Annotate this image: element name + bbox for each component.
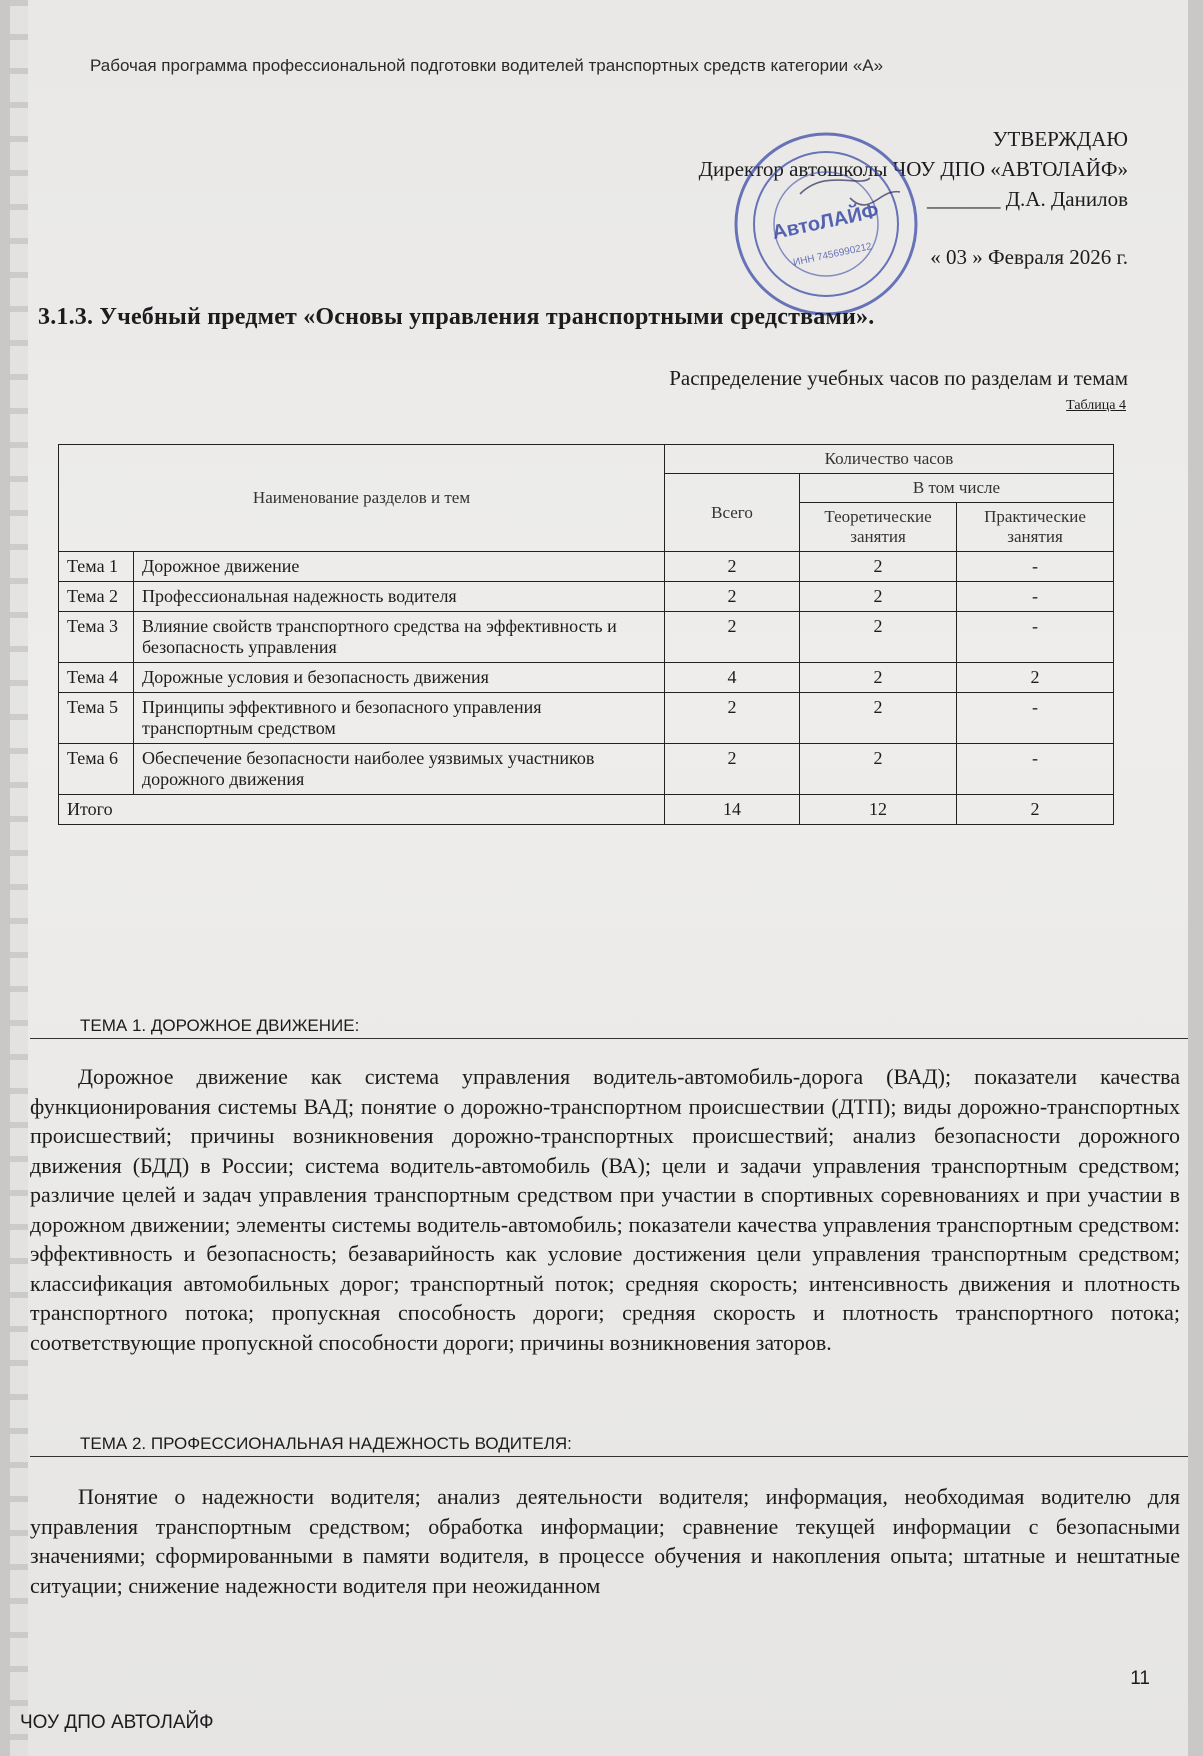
- page-number: 11: [1130, 1668, 1150, 1689]
- total-row: [59, 795, 1114, 825]
- row-name: Принципы эффективного и безопасного управления транспортным средством: [134, 693, 665, 744]
- row-theory: 2: [800, 744, 957, 795]
- header-theory: Теоретические занятия: [800, 503, 957, 552]
- row-theme: Тема 1: [59, 552, 134, 582]
- row-theme: Тема 6: [59, 744, 134, 795]
- total-hours: 14: [665, 795, 800, 825]
- row-total: 2: [665, 582, 800, 612]
- document-page: [10, 0, 1188, 1756]
- row-theory: 2: [800, 552, 957, 582]
- distribution-caption: Распределение учебных часов по разделам и темам: [669, 366, 1128, 390]
- total-label: Итого: [59, 795, 665, 825]
- table-row: [59, 612, 1114, 663]
- row-total: 4: [665, 663, 800, 693]
- program-header: Рабочая программа профессиональной подготовки водителей транспортных средств категории «А»: [90, 56, 884, 75]
- header-qty: Количество часов: [665, 445, 1114, 474]
- header-total: Всего: [665, 474, 800, 552]
- table-row: [59, 552, 1114, 582]
- header-practice: Практические занятия: [957, 503, 1114, 552]
- row-theme: Тема 3: [59, 612, 134, 663]
- row-total: 2: [665, 612, 800, 663]
- hours-table: [58, 444, 1114, 825]
- approval-position: Директор автошколы ЧОУ ДПО «АВТОЛАЙФ»: [698, 157, 1128, 181]
- approval-title: УТВЕРЖДАЮ: [992, 127, 1128, 151]
- table-row: [59, 582, 1114, 612]
- table-number: Таблица 4: [1066, 398, 1126, 413]
- seal-inn: ИНН 7456990212: [792, 241, 873, 269]
- row-name: Дорожные условия и безопасность движения: [134, 663, 665, 693]
- row-theory: 2: [800, 663, 957, 693]
- row-practice: -: [957, 744, 1114, 795]
- row-theme: Тема 2: [59, 582, 134, 612]
- spiral-binding: [10, 0, 28, 1756]
- row-theory: 2: [800, 693, 957, 744]
- topic-2-text: Понятие о надежности водителя; анализ деятельности водителя; информация, необходимая водителю для управления транспортным средством; обработка информации; сравнение текущей информации с безопасными значениями; сформированными в памяти водителя, в процессе обучения и накопления опыта; штатные и нештатные ситуации; снижение надежности водителя при неожиданном: [30, 1484, 1180, 1598]
- row-name: Влияние свойств транспортного средства на эффективность и безопасность управления: [134, 612, 665, 663]
- section-title: 3.1.3. Учебный предмет «Основы управления транспортными средствами».: [38, 304, 875, 330]
- school-seal: [730, 128, 922, 320]
- seal-name: АвтоЛАЙФ: [770, 200, 881, 245]
- table-row: [59, 663, 1114, 693]
- total-practice: 2: [957, 795, 1114, 825]
- row-name: Дорожное движение: [134, 552, 665, 582]
- row-practice: 2: [957, 663, 1114, 693]
- header-name: Наименование разделов и тем: [59, 445, 665, 552]
- row-total: 2: [665, 552, 800, 582]
- row-theory: 2: [800, 612, 957, 663]
- row-practice: -: [957, 612, 1114, 663]
- approval-date: « 03 » Февраля 2026 г.: [930, 245, 1128, 269]
- table-body: [59, 552, 1114, 795]
- total-theory: 12: [800, 795, 957, 825]
- row-total: 2: [665, 693, 800, 744]
- row-theme: Тема 5: [59, 693, 134, 744]
- row-name: Профессиональная надежность водителя: [134, 582, 665, 612]
- row-total: 2: [665, 744, 800, 795]
- table-row: [59, 693, 1114, 744]
- row-practice: -: [957, 582, 1114, 612]
- row-theory: 2: [800, 582, 957, 612]
- row-practice: -: [957, 693, 1114, 744]
- approval-signer: _______ Д.А. Данилов: [926, 187, 1128, 211]
- footer-org: ЧОУ ДПО АВТОЛАЙФ: [20, 1712, 214, 1733]
- table-row: [59, 744, 1114, 795]
- row-name: Обеспечение безопасности наиболее уязвимых участников дорожного движения: [134, 744, 665, 795]
- topic-1-text: Дорожное движение как система управления водитель-автомобиль-дорога (ВАД); показатели качества функционирования системы ВАД; понятие о дорожно-транспортном происшествии (ДТП); виды дорожно-транспортных происшествий; причины возникновения дорожно-транспортных происшествий; анализ безопасности дорожного движения (БДД) в России; система водитель-автомобиль (ВА); цели и задачи управления транспортным средством; различие целей и задач управления транспортным средством при участии в спортивных соревнованиях и при участии в дорожном движении; элементы системы водитель-автомобиль; показатели качества управления транспортным средством: эффективность и безопасность; безаварийность как условие достижения цели управления транспортным средством; классификация автомобильных дорог; транспортный поток; средняя скорость; интенсивность движения и плотность транспортного потока; пропускная способность дороги; средняя скорость и плотность транспортного потока; соответствующие пропускной способности дороги; причины возникновения заторов.: [30, 1064, 1180, 1355]
- row-theme: Тема 4: [59, 663, 134, 693]
- topic-2-heading: ТЕМА 2. ПРОФЕССИОНАЛЬНАЯ НАДЕЖНОСТЬ ВОДИТЕЛЯ:: [30, 1434, 1188, 1457]
- header-including: В том числе: [800, 474, 1114, 503]
- row-practice: -: [957, 552, 1114, 582]
- topic-1-heading: ТЕМА 1. ДОРОЖНОЕ ДВИЖЕНИЕ:: [30, 1016, 1188, 1039]
